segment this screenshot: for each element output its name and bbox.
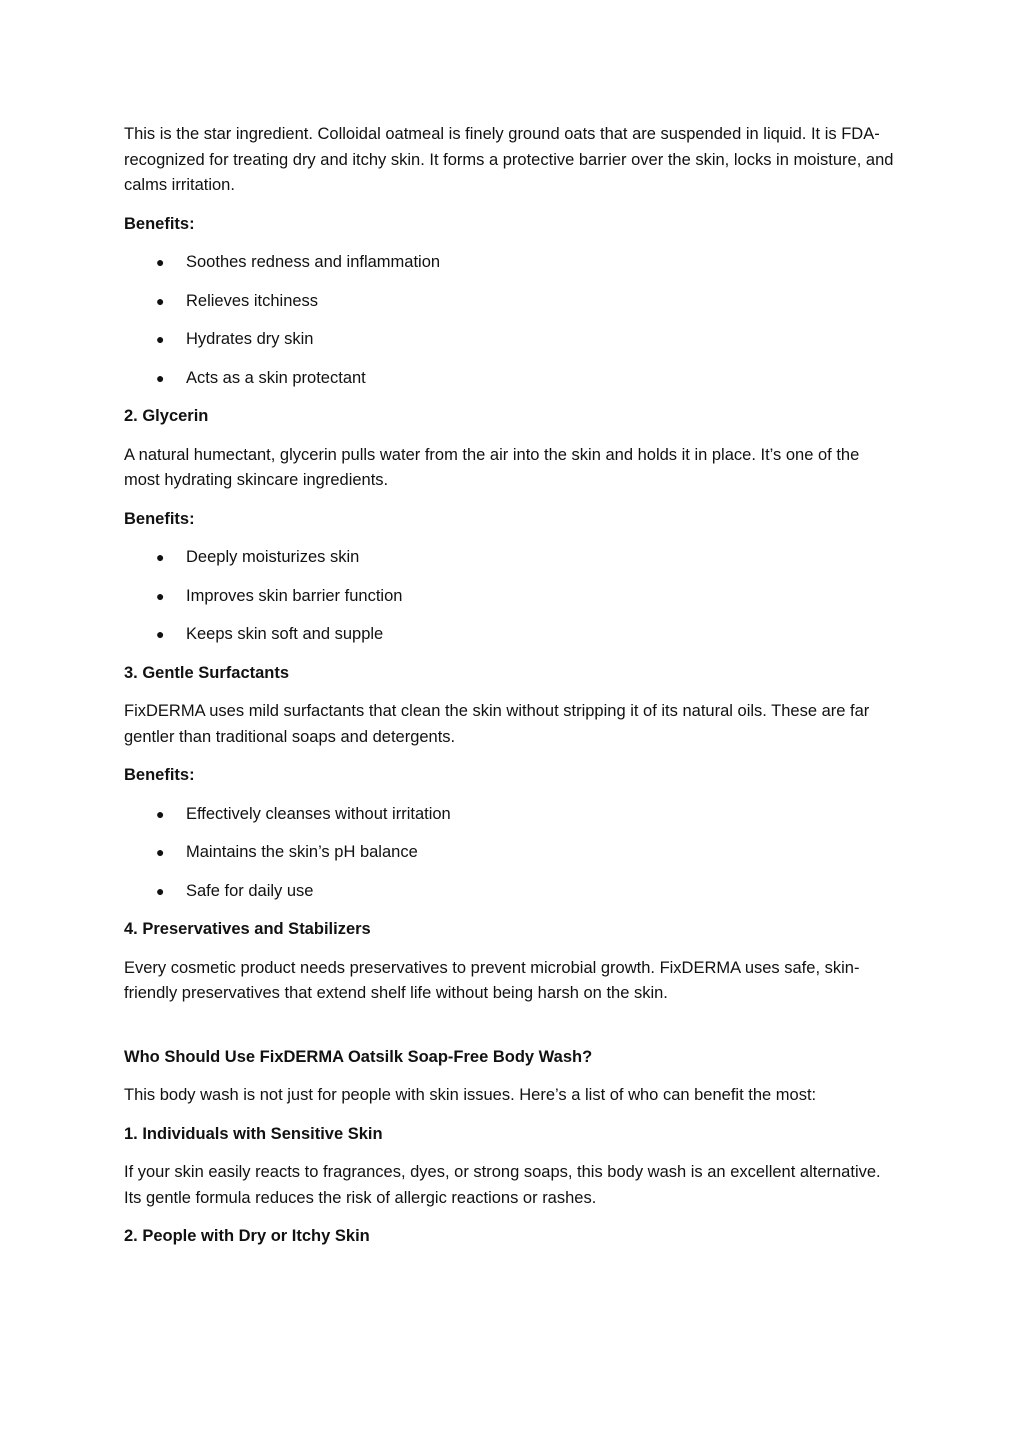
list-item: ● Improves skin barrier function bbox=[124, 584, 894, 610]
sensitive-skin-heading: 1. Individuals with Sensitive Skin bbox=[124, 1124, 383, 1143]
intro-paragraph: This is the star ingredient. Colloidal oatmeal is finely ground oats that are suspended in liquid. It is FDA-recognized for treating dry and itchy skin. It forms a protective barrier over the skin, locks in moisture, and calms irritation. bbox=[124, 125, 894, 194]
surfactants-heading: 3. Gentle Surfactants bbox=[124, 663, 290, 682]
preservatives-paragraph: Every cosmetic product needs preservatives to prevent microbial growth. FixDERMA uses safe, skin-friendly preservatives that extend shelf life without being harsh on the skin. bbox=[124, 958, 860, 1002]
benefits-label: Benefits: bbox=[124, 509, 195, 528]
list-item: ● Effectively cleanses without irritation bbox=[124, 802, 894, 828]
bullet-icon: ● bbox=[156, 369, 165, 386]
glycerin-heading: 2. Glycerin bbox=[124, 407, 209, 425]
surfactants-paragraph: FixDERMA uses mild surfactants that clean the skin without stripping it of its natural oils. These are far gentler than traditional soaps and detergents. bbox=[124, 702, 870, 746]
preservatives-heading: 4. Preservatives and Stabilizers bbox=[124, 920, 371, 938]
who-should-use-heading: Who Should Use FixDERMA Oatsilk Soap-Free Body Wash? bbox=[124, 1047, 593, 1066]
benefits-list bbox=[124, 250, 894, 391]
who-should-use-paragraph: This body wash is not just for people with skin issues. Here’s a list of who can benefit the most: bbox=[124, 1086, 817, 1104]
bullet-icon: ● bbox=[156, 587, 165, 604]
list-item: ● Keeps skin soft and supple bbox=[124, 622, 894, 648]
document-page bbox=[124, 122, 894, 1263]
list-item: ● Maintains the skin’s pH balance bbox=[124, 840, 894, 866]
list-item: ● Relieves itchiness bbox=[124, 289, 894, 315]
bullet-icon: ● bbox=[156, 292, 165, 309]
list-item: ● Deeply moisturizes skin bbox=[124, 545, 894, 571]
bullet-icon: ● bbox=[156, 805, 165, 822]
list-item: ● Safe for daily use bbox=[124, 879, 894, 905]
bullet-icon: ● bbox=[156, 254, 165, 270]
dry-skin-heading: 2. People with Dry or Itchy Skin bbox=[124, 1227, 370, 1245]
list-item: ● Acts as a skin protectant bbox=[124, 366, 894, 392]
bullet-icon: ● bbox=[156, 844, 165, 860]
benefits-list bbox=[124, 802, 894, 905]
benefits-list bbox=[124, 545, 894, 648]
bullet-icon: ● bbox=[156, 549, 165, 565]
bullet-icon: ● bbox=[156, 626, 165, 642]
glycerin-paragraph: A natural humectant, glycerin pulls water from the air into the skin and holds it in place. It’s one of the most hydrating skincare ingredients. bbox=[124, 445, 860, 489]
list-item: ● Soothes redness and inflammation bbox=[124, 250, 894, 276]
list-item: ● Hydrates dry skin bbox=[124, 327, 894, 353]
bullet-icon: ● bbox=[156, 331, 165, 347]
sensitive-skin-paragraph: If your skin easily reacts to fragrances, dyes, or strong soaps, this body wash is an excellent alternative. Its gentle formula reduces the risk of allergic reactions or rashes. bbox=[124, 1163, 881, 1207]
bullet-icon: ● bbox=[156, 882, 165, 899]
benefits-label: Benefits: bbox=[124, 766, 195, 784]
benefits-label: Benefits: bbox=[124, 214, 195, 233]
